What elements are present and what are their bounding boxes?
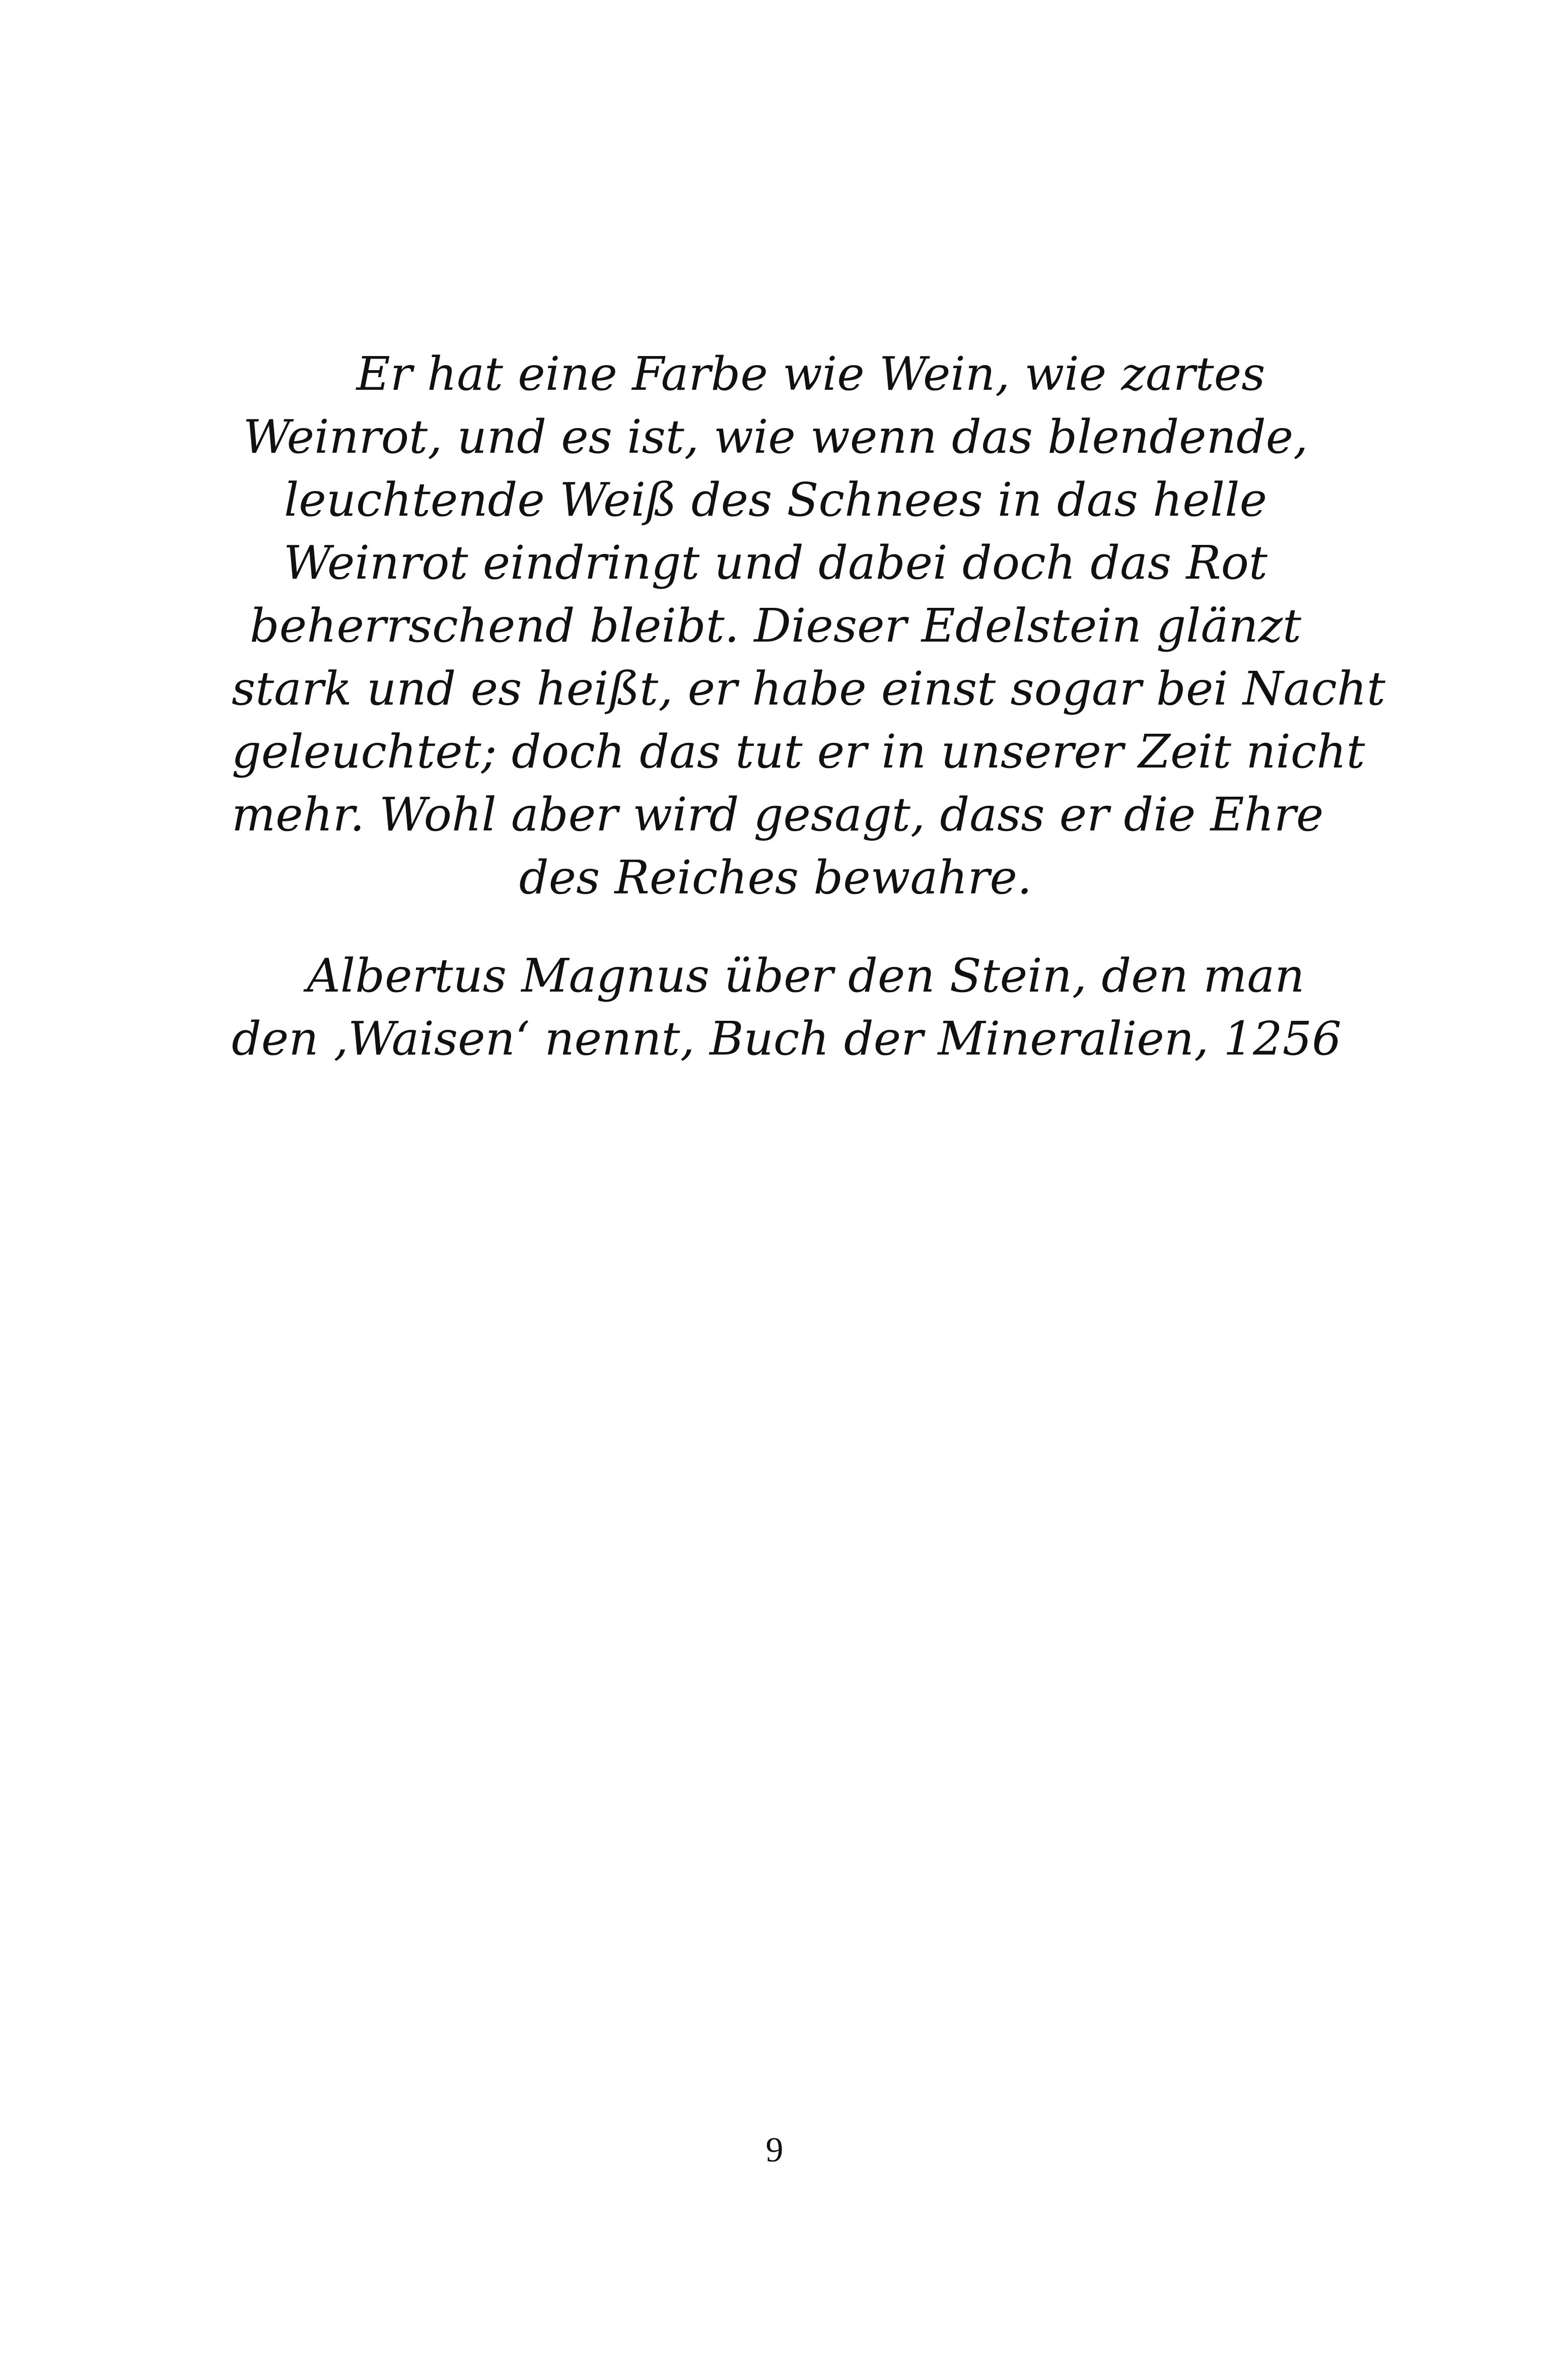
quote-line: leuchtende Weiß des Schnees in das helle xyxy=(284,473,1268,527)
quote-line: des Reiches bewahre. xyxy=(519,851,1032,904)
quote-line: stark und es heißt, er habe einst sogar bei Nacht xyxy=(232,662,1386,716)
quote-line: beherrschend bleibt. Dieser Edelstein glänzt xyxy=(249,599,1302,653)
quote-line: Weinrot, und es ist, wie wenn das blendende, xyxy=(243,410,1308,464)
attribution-line: den ‚Waisen‘ nennt, Buch der Mineralien, 1256 xyxy=(232,1012,1342,1066)
epigraph-quote xyxy=(232,342,1386,909)
quote-line: Er hat eine Farbe wie Wein, wie zartes xyxy=(356,347,1265,401)
attribution-line: Albertus Magnus über den Stein, den man xyxy=(307,949,1305,1003)
quote-line: mehr. Wohl aber wird gesagt, dass er die Ehre xyxy=(232,788,1324,842)
quote-line: Weinrot eindringt und dabei doch das Rot xyxy=(283,536,1268,590)
page-number: 9 xyxy=(765,2131,784,2169)
epigraph-attribution xyxy=(232,944,1342,1070)
quote-line: geleuchtet; doch das tut er in unserer Zeit nicht xyxy=(232,725,1365,779)
